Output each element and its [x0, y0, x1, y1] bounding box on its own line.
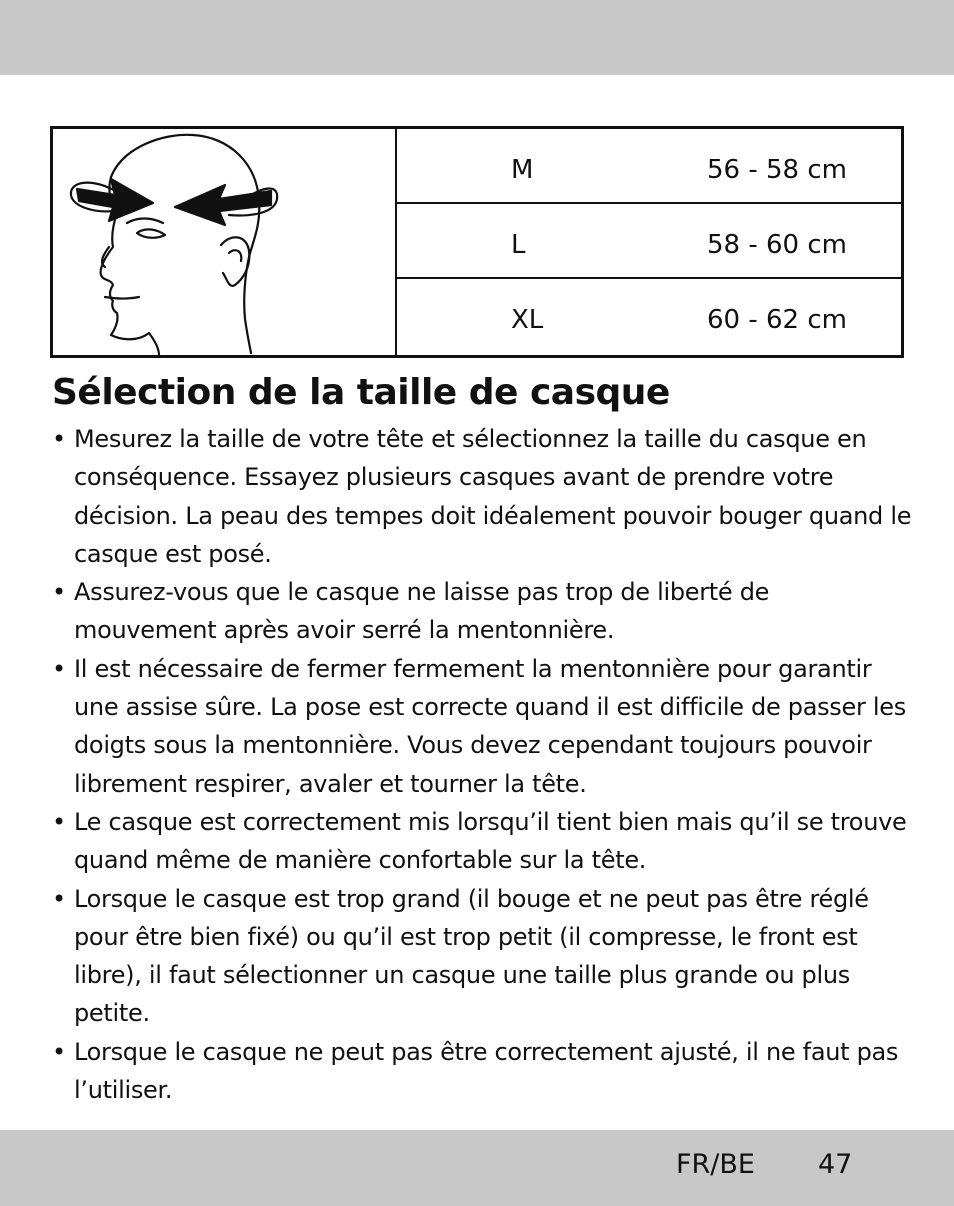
bullet-dot: •: [52, 425, 66, 453]
bullet-text: Mesurez la taille de votre tête et sélectionnez la taille du casque en conséquence. Essayez plusieurs casques avant de prendre votre décision. La peau des tempes doit idéalement pouvoir bouger quand le casque est posé.: [74, 425, 912, 568]
size-range: 60 - 62 cm: [707, 305, 847, 335]
size-row-m: [397, 129, 901, 204]
page-number: 47: [818, 1149, 853, 1180]
bullet-text: Lorsque le casque ne peut pas être correctement ajusté, il ne faut pas l’utiliser.: [74, 1037, 899, 1105]
bullet-list: [52, 420, 912, 1109]
bullet-text: Le casque est correctement mis lorsqu’il tient bien mais qu’il se trouve quand même de manière confortable sur la tête.: [74, 807, 907, 875]
bullet-item: [52, 1033, 912, 1110]
section-title: Sélection de la taille de casque: [52, 372, 670, 413]
size-table: [50, 126, 904, 358]
bullet-text: Assurez-vous que le casque ne laisse pas trop de liberté de mouvement après avoir serré la mentonnière.: [74, 578, 770, 645]
bullet-dot: •: [52, 654, 66, 683]
size-rows: [397, 129, 901, 355]
size-row-xl: [397, 279, 901, 355]
size-row-l: [397, 204, 901, 279]
head-illustration-cell: [53, 129, 397, 355]
bullet-item: [52, 420, 912, 573]
bullet-dot: •: [52, 807, 66, 836]
bullet-dot: •: [52, 884, 66, 913]
bullet-item: [52, 880, 912, 1033]
size-label: M: [511, 155, 534, 185]
bullet-dot: •: [52, 1037, 66, 1066]
bullet-item: [52, 650, 912, 803]
bullet-item: [52, 803, 912, 880]
size-range: 56 - 58 cm: [707, 155, 847, 185]
bullet-dot: •: [52, 578, 66, 607]
bullet-item: [52, 573, 912, 650]
bullet-text: Lorsque le casque est trop grand (il bouge et ne peut pas être réglé pour être bien fixé) ou qu’il est trop petit (il compresse, le front est libre), il faut sélectionner un casque une taille plus grande ou plus petite.: [74, 884, 869, 1028]
footer-language: FR/BE: [676, 1149, 755, 1180]
footer-band: [0, 1130, 954, 1206]
top-band: [0, 0, 954, 75]
head-measurement-icon: [53, 129, 395, 355]
size-range: 58 - 60 cm: [707, 230, 847, 260]
size-label: XL: [511, 305, 544, 335]
bullet-text: Il est nécessaire de fermer fermement la mentonnière pour garantir une assise sûre. La pose est correcte quand il est difficile de passer les doigts sous la mentonnière. Vous devez cependant toujours pouvoir librement respirer, avaler et tourner la tête.: [74, 654, 906, 798]
size-label: L: [511, 230, 526, 260]
